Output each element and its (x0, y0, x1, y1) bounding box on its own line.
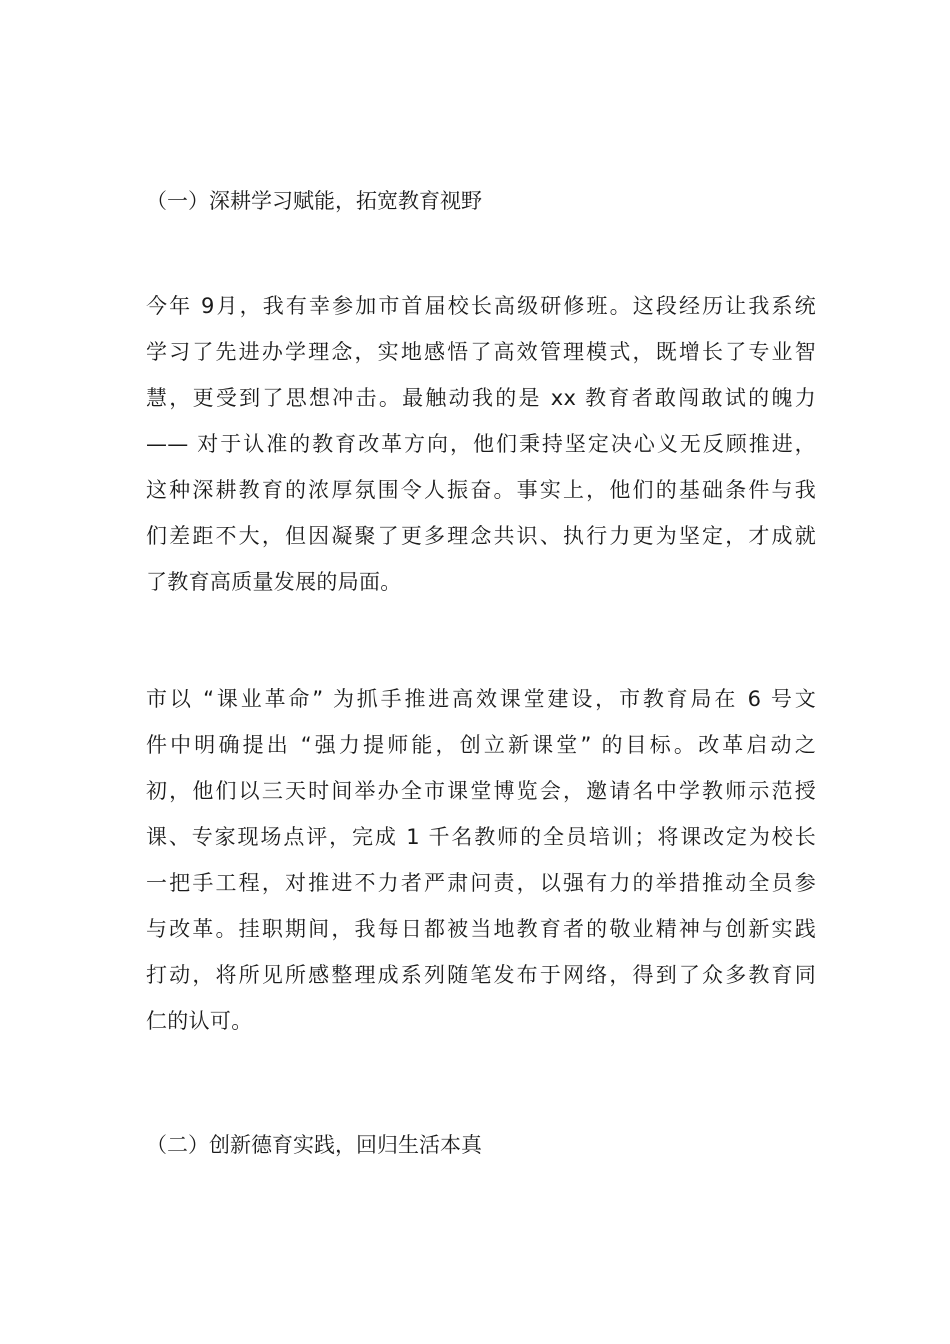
paragraph-line: 打动，将所见所感整理成系列随笔发布于网络，得到了众多教育同 (146, 963, 816, 987)
section-heading-1: （一）深耕学习赋能，拓宽教育视野 (146, 189, 482, 213)
paragraph-line: 课、专家现场点评，完成 1 千名教师的全员培训；将课改定为校长 (146, 825, 816, 849)
paragraph-line: 这种深耕教育的浓厚氛围令人振奋。事实上，他们的基础条件与我 (146, 478, 816, 502)
paragraph-line: 仁的认可。 (146, 1009, 253, 1033)
paragraph-line: —— 对于认准的教育改革方向，他们秉持坚定决心义无反顾推进， (146, 432, 816, 456)
paragraph-line: 市以 “课业革命” 为抓手推进高效课堂建设，市教育局在 6 号文 (146, 687, 816, 711)
paragraph-line: 们差距不大，但因凝聚了更多理念共识、执行力更为坚定，才成就 (146, 524, 816, 548)
paragraph-line: 了教育高质量发展的局面。 (146, 570, 402, 594)
paragraph-line: 与改革。挂职期间，我每日都被当地教育者的敬业精神与创新实践 (146, 917, 816, 941)
paragraph-line: 今年 9月，我有幸参加市首届校长高级研修班。这段经历让我系统 (146, 294, 816, 318)
paragraph-1 (146, 283, 816, 605)
paragraph-line: 慧，更受到了思想冲击。最触动我的是 xx 教育者敢闯敢试的魄力 (146, 386, 816, 410)
paragraph-line: 初，他们以三天时间举办全市课堂博览会，邀请名中学教师示范授 (146, 779, 816, 803)
paragraph-line: 学习了先进办学理念，实地感悟了高效管理模式，既增长了专业智 (146, 340, 816, 364)
paragraph-line: 件中明确提出 “强力提师能，创立新课堂” 的目标。改革启动之 (146, 733, 816, 757)
paragraph-2 (146, 676, 816, 1044)
section-heading-2: （二）创新德育实践，回归生活本真 (146, 1133, 482, 1157)
paragraph-line: 一把手工程，对推进不力者严肃问责，以强有力的举措推动全员参 (146, 871, 816, 895)
